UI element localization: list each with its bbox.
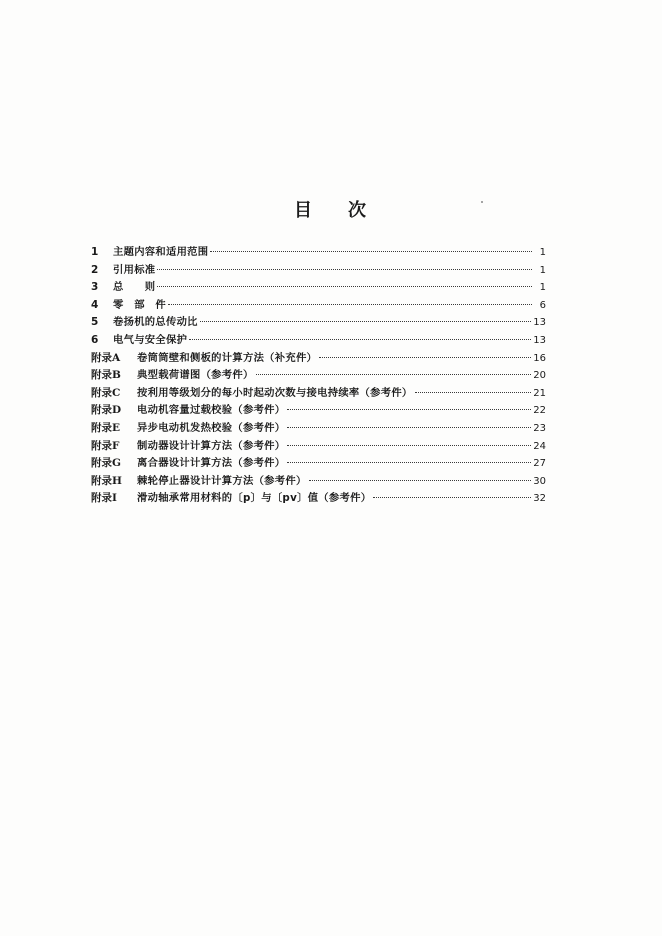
toc-entry-number: 附录G (91, 457, 121, 470)
toc-entry-number: 4 (91, 298, 99, 311)
toc-entry-label: 棘轮停止器设计计算方法（参考件） (137, 474, 307, 487)
toc-entry-number: 附录H (91, 474, 122, 487)
toc-entry-number: 5 (91, 316, 99, 329)
toc-entry-number: 附录I (91, 492, 117, 505)
toc-entry-number: 附录E (91, 421, 121, 434)
dot-leader (210, 249, 532, 252)
toc-entry-label: 电动机容量过载校验（参考件） (137, 404, 286, 417)
toc-appendix-entry[interactable] (91, 350, 546, 368)
toc-entry-page: 1 (539, 282, 546, 294)
toc-entry-number: 附录A (91, 351, 121, 364)
toc-entry-page: 1 (539, 264, 546, 276)
toc-entry-page: 6 (539, 299, 546, 311)
toc-entry-page: 20 (533, 370, 546, 382)
toc-entry-page: 24 (533, 440, 546, 452)
toc-entry[interactable] (91, 297, 546, 315)
toc-entry[interactable] (91, 262, 546, 280)
dot-leader (287, 460, 531, 463)
toc-entry-label: 典型载荷谱图（参考件） (137, 369, 254, 382)
toc-appendix-entry[interactable] (91, 490, 546, 508)
dot-leader (157, 267, 532, 270)
toc-entry-page: 13 (533, 317, 546, 329)
toc-entry-page: 13 (533, 334, 546, 346)
toc-entry-page: 21 (533, 387, 546, 399)
toc-entry-page: 27 (533, 458, 546, 470)
toc-entry-number: 附录D (91, 404, 122, 417)
toc-entry-number: 1 (91, 246, 99, 258)
toc-entry-number: 2 (91, 263, 99, 276)
toc-appendix-entry[interactable] (91, 455, 546, 473)
dot-leader (287, 407, 531, 410)
toc-entry-label: 制动器设计计算方法（参考件） (137, 439, 286, 452)
title-char-right: 次 (348, 200, 368, 221)
dot-leader (200, 319, 531, 322)
toc-entry-label: 电气与安全保护 (113, 333, 188, 346)
toc-entry-number: 附录F (91, 439, 120, 452)
dot-leader (415, 390, 532, 393)
toc-entry-number: 6 (91, 333, 99, 346)
toc-entry-label: 异步电动机发热校验（参考件） (137, 421, 286, 434)
dot-leader (373, 495, 531, 498)
dot-leader (168, 302, 532, 305)
toc-entry-page: 22 (533, 405, 546, 417)
page-title (0, 196, 662, 222)
toc-entry-label: 离合器设计计算方法（参考件） (137, 457, 286, 470)
table-of-contents (91, 244, 546, 508)
toc-entry-label: 滑动轴承常用材料的〔p〕与〔pv〕值（参考件） (137, 492, 372, 505)
toc-appendix-entry[interactable] (91, 402, 546, 420)
dot-leader (189, 337, 531, 340)
toc-entry-page: 1 (539, 247, 546, 258)
toc-entry[interactable] (91, 332, 546, 350)
toc-entry-number: 附录B (91, 369, 121, 382)
toc-appendix-entry[interactable] (91, 473, 546, 491)
toc-entry[interactable] (91, 314, 546, 332)
toc-entry-label: 零 部 件 (113, 298, 166, 311)
dot-leader (287, 443, 531, 446)
title-char-left: 目 (294, 200, 314, 221)
dot-leader (309, 478, 532, 481)
dot-leader (256, 372, 532, 375)
toc-entry-number: 3 (91, 281, 99, 294)
toc-entry-label: 总 则 (113, 281, 156, 294)
toc-entry-number: 附录C (91, 386, 121, 399)
toc-entry-label: 引用标准 (113, 263, 156, 276)
toc-appendix-entry[interactable] (91, 420, 546, 438)
toc-entry-page: 32 (533, 493, 546, 505)
toc-entry-label: 卷筒筒壁和侧板的计算方法（补充件） (137, 351, 318, 364)
toc-entry-page: 16 (533, 352, 546, 364)
toc-entry-label: 卷扬机的总传动比 (113, 316, 198, 329)
toc-entry-page: 23 (533, 422, 546, 434)
dot-leader (157, 284, 532, 287)
toc-entry[interactable] (91, 279, 546, 297)
toc-entry-label: 按利用等级划分的每小时起动次数与接电持续率（参考件） (137, 386, 413, 399)
toc-entry-page: 30 (533, 475, 546, 487)
toc-appendix-entry[interactable] (91, 385, 546, 403)
toc-entry[interactable] (91, 244, 546, 262)
toc-entry-label: 主题内容和适用范围 (113, 246, 209, 258)
dot-leader (287, 425, 531, 428)
toc-appendix-entry[interactable] (91, 367, 546, 385)
toc-appendix-entry[interactable] (91, 438, 546, 456)
dot-leader (319, 355, 531, 358)
